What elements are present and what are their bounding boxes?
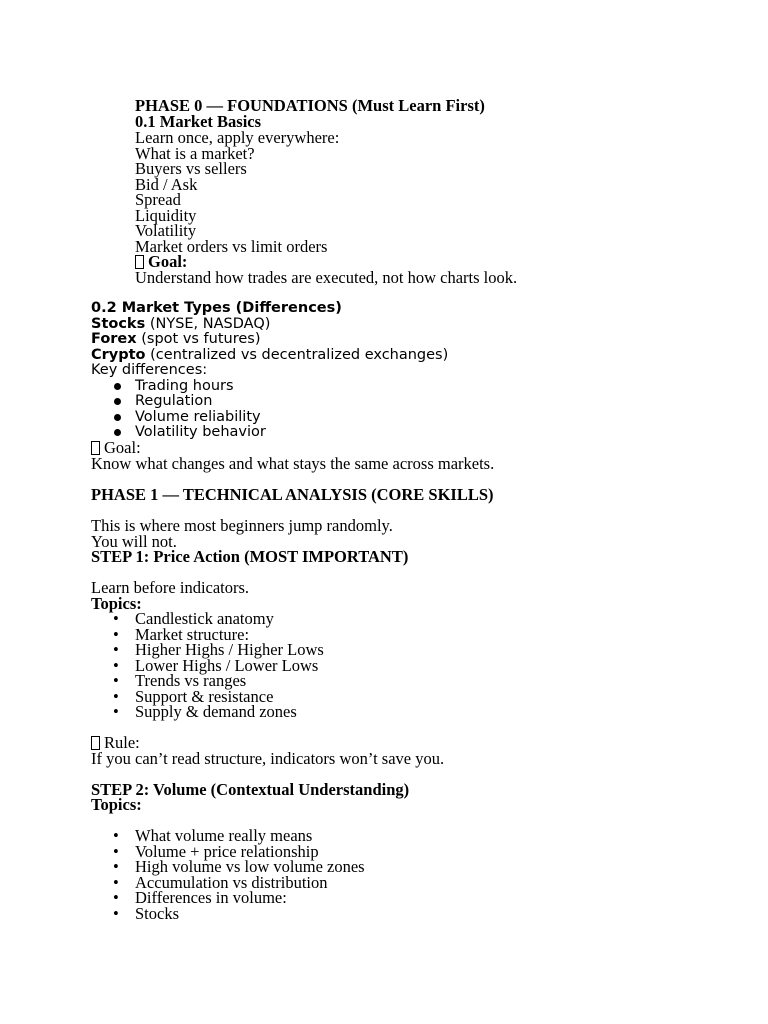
bullet-icon: • <box>113 826 119 845</box>
list-item: Regulation <box>135 393 213 409</box>
list-item: Candlestick anatomy <box>135 609 274 628</box>
market-type-detail: (NYSE, NASDAQ) <box>145 316 271 332</box>
missing-glyph-icon <box>91 736 100 750</box>
market-type-row <box>91 331 261 347</box>
phase0-heading: PHASE 0 — FOUNDATIONS (Must Learn First) <box>135 96 485 115</box>
key-differences-label: Key differences: <box>91 362 208 378</box>
goal-text: Know what changes and what stays the same across markets. <box>91 454 495 473</box>
bullet-icon: • <box>113 656 119 675</box>
bullet-disc-icon <box>114 398 121 405</box>
rule-label: Rule: <box>104 733 140 752</box>
list-item: Market structure: <box>135 625 250 644</box>
bullet-icon: • <box>113 904 119 923</box>
list-item: High volume vs low volume zones <box>135 857 365 876</box>
list-item: Market orders vs limit orders <box>135 237 328 256</box>
list-item: Volume reliability <box>135 409 261 425</box>
bullet-icon: • <box>113 609 119 628</box>
missing-glyph-icon <box>91 441 100 455</box>
bullet-icon: • <box>113 857 119 876</box>
bullet-icon: • <box>113 625 119 644</box>
list-item: Volatility <box>135 221 197 240</box>
bullet-icon: • <box>113 842 119 861</box>
list-item: Supply & demand zones <box>135 702 297 721</box>
list-item: Spread <box>135 190 181 209</box>
list-item: Higher Highs / Higher Lows <box>135 640 324 659</box>
market-type-row <box>91 347 448 363</box>
step2-topics-label: Topics: <box>91 795 142 814</box>
goal-label: Goal: <box>148 252 188 271</box>
goal-label: Goal: <box>104 438 141 457</box>
phase1-heading: PHASE 1 — TECHNICAL ANALYSIS (CORE SKILLS) <box>91 485 494 504</box>
list-item: Trading hours <box>135 378 234 394</box>
market-type-detail: (centralized vs decentralized exchanges) <box>145 347 449 363</box>
bullet-icon: • <box>113 888 119 907</box>
bullet-icon: • <box>113 640 119 659</box>
phase1-intro: This is where most beginners jump randomly. <box>91 516 393 535</box>
bullet-disc-icon <box>114 383 121 390</box>
list-item: What is a market? <box>135 144 255 163</box>
list-item: Accumulation vs distribution <box>135 873 328 892</box>
bullet-icon: • <box>113 702 119 721</box>
list-item: Trends vs ranges <box>135 671 247 690</box>
bullet-disc-icon <box>114 414 121 421</box>
list-item: Volatility behavior <box>135 424 266 440</box>
list-item: Lower Highs / Lower Lows <box>135 656 319 675</box>
goal-text: Understand how trades are executed, not how charts look. <box>135 268 518 287</box>
list-item: Support & resistance <box>135 687 274 706</box>
step1-topics-label: Topics: <box>91 594 142 613</box>
bullet-disc-icon <box>114 429 121 436</box>
section-0-2-title: 0.2 Market Types (Differences) <box>91 300 342 316</box>
step1-intro: Learn before indicators. <box>91 578 250 597</box>
bullet-icon: • <box>113 687 119 706</box>
list-item: Buyers vs sellers <box>135 159 247 178</box>
list-item: Liquidity <box>135 206 197 225</box>
market-type-detail: (spot vs futures) <box>136 331 261 347</box>
list-item: Stocks <box>135 904 180 923</box>
section-0-1-title: 0.1 Market Basics <box>135 112 262 131</box>
market-type-name: Forex <box>91 331 137 347</box>
list-item: Volume + price relationship <box>135 842 319 861</box>
step2-title: STEP 2: Volume (Contextual Understanding) <box>91 780 410 799</box>
rule-text: If you can’t read structure, indicators won’t save you. <box>91 749 445 768</box>
section-0-1-intro: Learn once, apply everywhere: <box>135 128 340 147</box>
bullet-icon: • <box>113 671 119 690</box>
missing-glyph-icon <box>135 255 144 269</box>
market-type-name: Stocks <box>91 316 146 332</box>
bullet-icon: • <box>113 873 119 892</box>
list-item: What volume really means <box>135 826 313 845</box>
phase1-intro: You will not. <box>91 532 177 551</box>
list-item: Differences in volume: <box>135 888 287 907</box>
step1-title: STEP 1: Price Action (MOST IMPORTANT) <box>91 547 409 566</box>
list-item: Bid / Ask <box>135 175 198 194</box>
market-type-name: Crypto <box>91 347 146 363</box>
market-type-row <box>91 316 270 332</box>
